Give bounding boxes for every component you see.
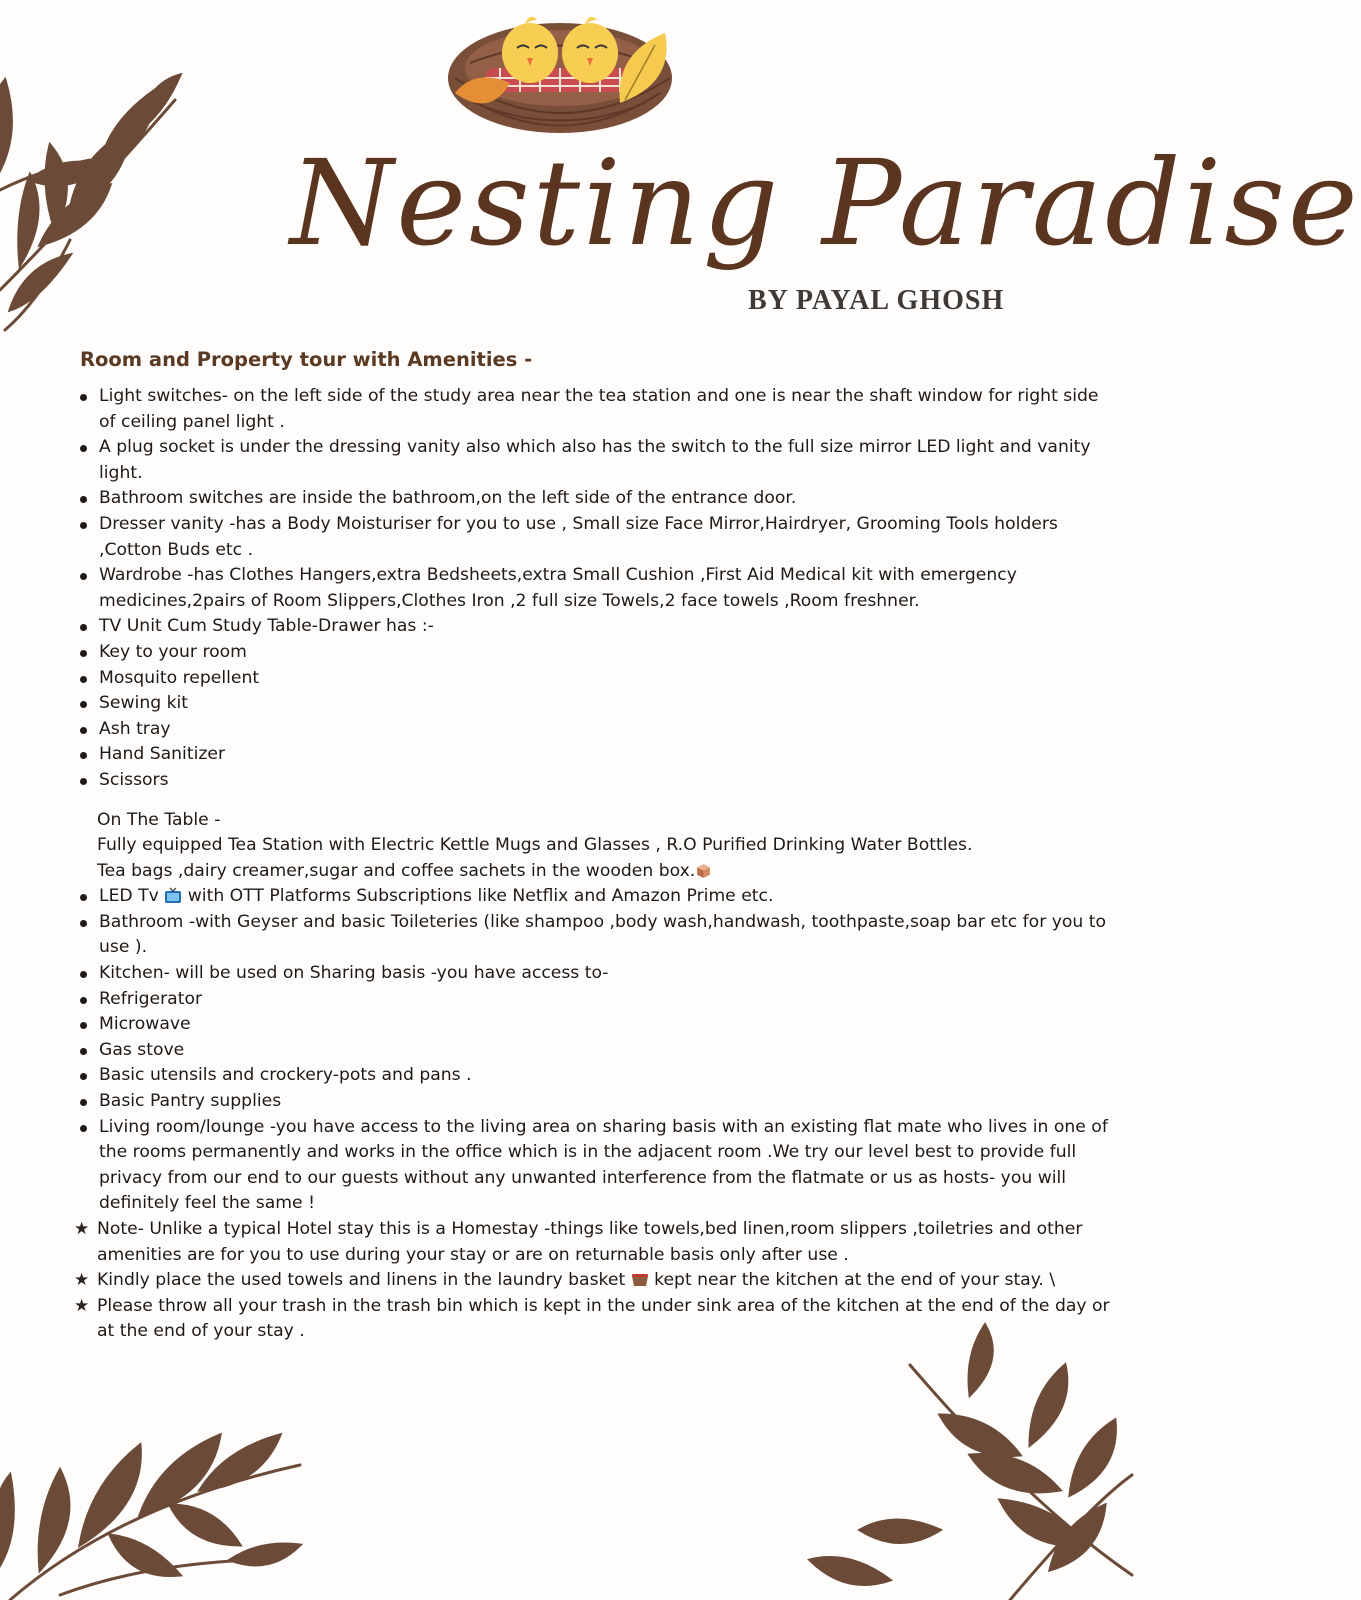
page-title: Nesting Paradise: [290, 134, 1361, 272]
note-text-rest: kept near the kitchen at the end of your stay. \: [648, 1270, 1056, 1291]
note-item: [74, 1217, 1110, 1268]
amenities-content: [74, 384, 1110, 1345]
list-item: Bathroom -with Geyser and basic Toileteries (like shampoo ,body wash,handwash, toothpaste,soap bar etc for you to use ).: [80, 910, 1110, 961]
on-table-line-text: Tea bags ,dairy creamer,sugar and coffee sachets in the wooden box.: [97, 860, 696, 881]
list-item: Dresser vanity -has a Body Moisturiser for you to use , Small size Face Mirror,Hairdryer, Grooming Tools holders ,Cotton Buds etc .: [80, 512, 1110, 563]
laundry-basket-icon: [631, 1273, 649, 1287]
star-icon: ★: [74, 1219, 90, 1239]
list-item: Key to your room: [80, 640, 1110, 666]
list-item: Basic utensils and crockery-pots and pans .: [80, 1063, 1110, 1089]
list-item: [80, 884, 1110, 910]
list-item: TV Unit Cum Study Table-Drawer has :-: [80, 614, 1110, 640]
drawer-items-list: [80, 614, 1110, 793]
list-item: Kitchen- will be used on Sharing basis -you have access to-: [80, 961, 1110, 987]
note-text: Kindly place the used towels and linens in the laundry basket: [97, 1270, 626, 1291]
list-item: Bathroom switches are inside the bathroom,on the left side of the entrance door.: [80, 486, 1110, 512]
leaf-branch-bottom-left-icon: [0, 1395, 320, 1600]
section-heading: Room and Property tour with Amenities -: [80, 348, 533, 371]
page-subtitle: BY PAYAL GHOSH: [748, 285, 1005, 316]
list-item: Wardrobe -has Clothes Hangers,extra Bedsheets,extra Small Cushion ,First Aid Medical kit with emergency medicines,2pairs of Room Slippers,Clothes Iron ,2 full size Towels,2 face towels ,Room freshner.: [80, 563, 1110, 614]
list-item: Microwave: [80, 1012, 1110, 1038]
list-item: Light switches- on the left side of the study area near the tea station and one is near the shaft window for right side of ceiling panel light .: [80, 384, 1110, 435]
list-item: Sewing kit: [80, 691, 1110, 717]
notes-list: [74, 1217, 1110, 1345]
note-text: Please throw all your trash in the trash bin which is kept in the under sink area of the kitchen at the end of the day or at the end of your stay .: [97, 1295, 1110, 1342]
leaf-branch-bottom-right-icon: [800, 1355, 1132, 1600]
wooden-box-icon: [695, 862, 712, 879]
tv-item-text-rest: with OTT Platforms Subscriptions like Netflix and Amazon Prime etc.: [182, 886, 774, 907]
list-item: Living room/lounge -you have access to the living area on sharing basis with an existing flat mate who lives in one of the rooms permanently and works in the office which is in the adjacent room .We try our level best to provide full privacy from our end to our guests without any unwanted interference from the flatmate or us as hosts- you will definitely feel the same !: [80, 1115, 1110, 1217]
list-item: Ash tray: [80, 717, 1110, 743]
leaf-branch-top-left-icon: [0, 40, 190, 330]
tv-item-text: LED Tv: [99, 886, 159, 907]
star-icon: ★: [74, 1270, 90, 1291]
on-table-line: [97, 859, 1110, 885]
on-table-heading: On The Table -: [97, 809, 221, 830]
on-table-block: [80, 808, 1110, 885]
list-item: A plug socket is under the dressing vanity also which also has the switch to the full size mirror LED light and vanity light.: [80, 435, 1110, 486]
list-item: Mosquito repellent: [80, 666, 1110, 692]
note-item: [74, 1268, 1110, 1294]
on-table-line: Fully equipped Tea Station with Electric Kettle Mugs and Glasses , R.O Purified Drinking Water Bottles.: [97, 835, 973, 856]
star-icon: ★: [74, 1295, 90, 1316]
list-item: Scissors: [80, 768, 1110, 794]
list-item: Refrigerator: [80, 987, 1110, 1013]
tv-icon: [164, 888, 182, 904]
note-item: [74, 1294, 1110, 1345]
list-item: Basic Pantry supplies: [80, 1089, 1110, 1115]
room-items-list: [80, 384, 1110, 614]
list-item: Gas stove: [80, 1038, 1110, 1064]
kitchen-items-list: [80, 884, 1110, 1114]
living-items-list: [80, 1115, 1110, 1217]
note-text: Note- Unlike a typical Hotel stay this is a Homestay -things like towels,bed linen,room slippers ,toiletries and other amenities are for you to use during your stay or are on returnable basis only after use .: [97, 1219, 1083, 1265]
list-item: Hand Sanitizer: [80, 742, 1110, 768]
